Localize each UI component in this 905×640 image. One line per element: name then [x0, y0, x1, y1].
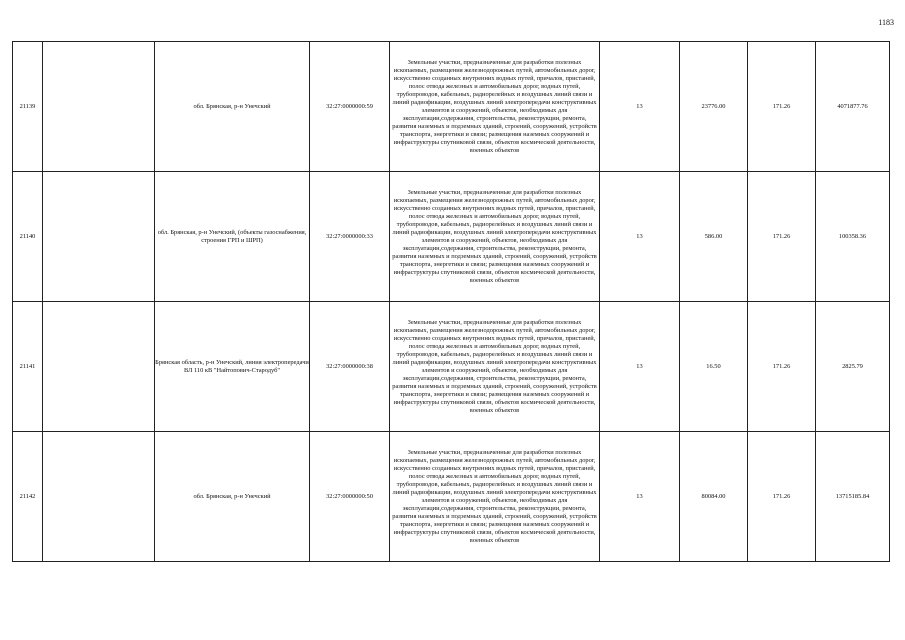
row-number: 21140 — [13, 172, 43, 302]
land-purpose-text: Земельные участки, предназначенные для разработки полезных ископаемых, размещения железнодорожных путей, автомобильных дорог, искусственно созданных внутренних водных путей, причалов, пристаней, полос отвода железных и автомобильных дорог, водных путей, трубопроводов, кабельных, радиорелейных и воздушных линий связи и линий радиофикации, воздушных линий электропередачи конструктивных элементов и сооружений, объектов, необходимых для эксплуатации,содержания, строительства, реконструкции, ремонта, развития наземных и подземных зданий, строений, сооружений, устройств транспорта, энергетики и связи; размещения наземных сооружений и инфраструктуры спутниковой связи, объектов космической деятельности, военных объектов — [392, 448, 597, 544]
blank-cell — [43, 302, 155, 432]
table-row — [13, 42, 890, 172]
address-cell: Брянская область, р-н Унечский, линия электропередачи ВЛ 110 кВ "Найтопович-Стародуб" — [155, 302, 310, 432]
blank-cell — [43, 172, 155, 302]
cadastral-value-cell: 2825.79 — [816, 302, 890, 432]
cadastral-value-cell: 13715185.84 — [816, 432, 890, 562]
rate-cell: 171.26 — [748, 432, 816, 562]
area-cell: 80084.00 — [680, 432, 748, 562]
cadastral-number-cell: 32:27:0000000:38 — [310, 302, 390, 432]
blank-cell — [43, 42, 155, 172]
cadastral-number-cell: 32:27:0000000:50 — [310, 432, 390, 562]
land-purpose-cell — [390, 172, 600, 302]
area-cell: 586.00 — [680, 172, 748, 302]
count-cell: 13 — [600, 172, 680, 302]
cadastral-number-cell: 32:27:0000000:33 — [310, 172, 390, 302]
land-purpose-cell — [390, 302, 600, 432]
address-cell: обл. Брянская, р-н Унечский — [155, 432, 310, 562]
table-row — [13, 302, 890, 432]
address-cell: обл. Брянская, р-н Унечский — [155, 42, 310, 172]
rate-cell: 171.26 — [748, 42, 816, 172]
page-number: 1183 — [878, 18, 894, 27]
blank-cell — [43, 432, 155, 562]
land-purpose-cell — [390, 432, 600, 562]
row-number: 21141 — [13, 302, 43, 432]
table-row — [13, 432, 890, 562]
land-purpose-cell — [390, 42, 600, 172]
address-cell: обл. Брянская, р-н Унечский, (объекты газоснабжения, строения ГРП и ШРП) — [155, 172, 310, 302]
land-purpose-text: Земельные участки, предназначенные для разработки полезных ископаемых, размещения железнодорожных путей, автомобильных дорог, искусственно созданных внутренних водных путей, причалов, пристаней, полос отвода железных и автомобильных дорог, водных путей, трубопроводов, кабельных, радиорелейных и воздушных линий связи и линий радиофикации, воздушных линий электропередачи конструктивных элементов и сооружений, объектов, необходимых для эксплуатации,содержания, строительства, реконструкции, ремонта, развития наземных и подземных зданий, строений, сооружений, устройств транспорта, энергетики и связи; размещения наземных сооружений и инфраструктуры спутниковой связи, объектов космической деятельности, военных объектов — [392, 58, 597, 154]
count-cell: 13 — [600, 302, 680, 432]
cadastral-number-cell: 32:27:0000000:59 — [310, 42, 390, 172]
count-cell: 13 — [600, 432, 680, 562]
area-cell: 23776.00 — [680, 42, 748, 172]
table-row — [13, 172, 890, 302]
row-number: 21142 — [13, 432, 43, 562]
land-purpose-text: Земельные участки, предназначенные для разработки полезных ископаемых, размещения железнодорожных путей, автомобильных дорог, искусственно созданных внутренних водных путей, причалов, пристаней, полос отвода железных и автомобильных дорог, водных путей, трубопроводов, кабельных, радиорелейных и воздушных линий связи и линий радиофикации, воздушных линий электропередачи конструктивных элементов и сооружений, объектов, необходимых для эксплуатации,содержания, строительства, реконструкции, ремонта, развития наземных и подземных зданий, строений, сооружений, устройств транспорта, энергетики и связи; размещения наземных сооружений и инфраструктуры спутниковой связи, объектов космической деятельности, военных объектов — [392, 188, 597, 284]
cadastral-value-cell: 100358.36 — [816, 172, 890, 302]
land-registry-table — [12, 41, 890, 562]
count-cell: 13 — [600, 42, 680, 172]
area-cell: 16.50 — [680, 302, 748, 432]
rate-cell: 171.26 — [748, 172, 816, 302]
cadastral-value-cell: 4071877.76 — [816, 42, 890, 172]
row-number: 21139 — [13, 42, 43, 172]
land-purpose-text: Земельные участки, предназначенные для разработки полезных ископаемых, размещения железнодорожных путей, автомобильных дорог, искусственно созданных внутренних водных путей, причалов, пристаней, полос отвода железных и автомобильных дорог, водных путей, трубопроводов, кабельных, радиорелейных и воздушных линий связи и линий радиофикации, воздушных линий электропередачи конструктивных элементов и сооружений, объектов, необходимых для эксплуатации,содержания, строительства, реконструкции, ремонта, развития наземных и подземных зданий, строений, сооружений, устройств транспорта, энергетики и связи; размещения наземных сооружений и инфраструктуры спутниковой связи, объектов космической деятельности, военных объектов — [392, 318, 597, 414]
rate-cell: 171.26 — [748, 302, 816, 432]
